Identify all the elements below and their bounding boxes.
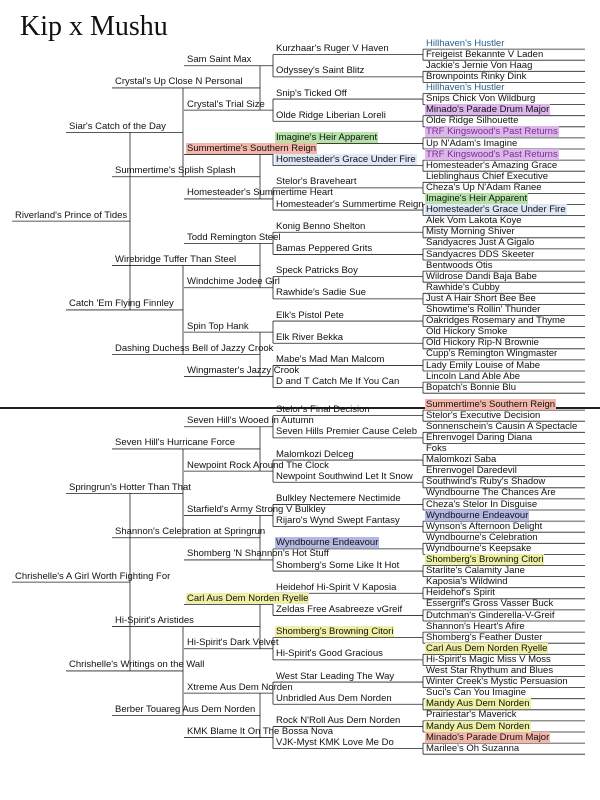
dam-side-g6-name: Starlite's Calamity Jane bbox=[426, 565, 525, 577]
sire-side-g4-name: Wingmaster's Jazzy Crook bbox=[187, 365, 300, 377]
sire-side-g6-name: Sandyacres DDS Skeeter bbox=[426, 248, 535, 260]
sire-side-g6-name: Homesteader's Grace Under Fire bbox=[426, 204, 566, 216]
dam-side-g5-name: Stelor's Final Decision bbox=[276, 404, 370, 416]
sire-side-g1-name: Riverland's Prince of Tides bbox=[15, 209, 128, 221]
sire-side-g6-name: Hillhaven's Hustler bbox=[426, 37, 505, 49]
pedigree-title: Kip x Mushu bbox=[20, 11, 168, 42]
sire-side-g5-name: Elk River Bekka bbox=[276, 331, 344, 343]
dam-side-g6-name: Winter Creek's Mystic Persuasion bbox=[426, 676, 568, 688]
dam-side-g5-name: Newpoint Southwind Let It Snow bbox=[276, 470, 413, 482]
dam-side-g6-name: Summertime's Southern Reign bbox=[426, 398, 556, 410]
sire-side-g5-name: Bamas Peppered Grits bbox=[276, 242, 373, 254]
sire-side-g6-name: Wildrose Dandi Baja Babe bbox=[426, 270, 537, 282]
sire-side-g6-name: Olde Ridge Silhouette bbox=[426, 115, 519, 127]
sire-side-g5-name: Imagine's Heir Apparent bbox=[276, 131, 378, 143]
dam-side-g6-name: Mandy Aus Dem Norden bbox=[426, 720, 530, 732]
dam-side-g6-name: Wynson's Afternoon Delight bbox=[426, 520, 543, 532]
dam-side-g5-name: Bulkley Nectemere Nectimide bbox=[276, 492, 401, 504]
sire-side-g5-name: Rawhide's Sadie Sue bbox=[276, 287, 367, 299]
sire-side-g2-name: Siar's Catch of the Day bbox=[69, 120, 166, 132]
sire-side-g6-name: Oakridges Rosemary and Thyme bbox=[426, 315, 566, 327]
dam-side-g5-name: Unbridled Aus Dem Norden bbox=[276, 692, 392, 704]
sire-side-g6-name: Old Hickory Smoke bbox=[426, 326, 508, 338]
sire-side-g4-name: Summertime's Southern Reign bbox=[187, 143, 317, 155]
dam-side-g4-name: KMK Blame It On The Bossa Nova bbox=[187, 726, 334, 738]
dam-side-g3-name: Shannon's Celebration at Springrun bbox=[115, 526, 266, 538]
dam-side-g6-name: Southwind's Ruby's Shadow bbox=[426, 476, 546, 488]
sire-side-g4-name: Todd Remington Steel bbox=[187, 231, 281, 243]
dam-side-g6-name: Ehrenvogel Daring Diana bbox=[426, 431, 533, 443]
sire-side-g6-name: Just A Hair Short Bee Bee bbox=[426, 292, 536, 304]
sire-side-g3-name: Wirebridge Tuffer Than Steel bbox=[115, 254, 237, 266]
dam-side-g5-name: Seven Hills Premier Cause Celeb bbox=[276, 426, 417, 438]
sire-side-g6-name: Bopatch's Bonnie Blu bbox=[426, 381, 517, 393]
dam-side-g4-name: Shomberg 'N Shannon's Hot Stuff bbox=[187, 548, 329, 560]
sire-side-g6-name: Old Hickory Rip-N Brownie bbox=[426, 337, 539, 349]
dam-side-g5-name: Malomkozi Delceg bbox=[276, 448, 354, 460]
dam-side-g6-name: Kaposia's Wildwind bbox=[426, 576, 508, 588]
dam-side-g4-name: Carl Aus Dem Norden Ryelle bbox=[187, 592, 309, 604]
dam-side-g5-name: Hi-Spirit's Good Gracious bbox=[276, 648, 383, 660]
dam-side-g6-name: Hi-Spirit's Magic Miss V Moss bbox=[426, 653, 551, 665]
sire-side-g5-name: Konig Benno Shelton bbox=[276, 220, 366, 232]
dam-side-g6-name: Wyndbourne The Chances Are bbox=[426, 487, 556, 499]
sire-side-g4-name: Crystal's Trial Size bbox=[187, 98, 265, 110]
dam-side-g2-name: Springrun's Hotter Than That bbox=[69, 481, 191, 493]
dam-side-g5-name: Heidehof Hi-Spirit V Kaposia bbox=[276, 581, 397, 593]
dam-side-g3-name: Seven Hill's Hurricane Force bbox=[115, 437, 236, 449]
sire-side-g6-name: Lieblinghaus Chief Executive bbox=[426, 170, 548, 182]
dam-side-g6-name: Essergrif's Gross Vasser Buck bbox=[426, 598, 554, 610]
sire-side-g4-name: Sam Saint Max bbox=[187, 54, 252, 66]
dam-side-g6-name: Wyndbourne Endeavour bbox=[426, 509, 529, 521]
sire-side-g6-name: TRF Kingswood's Past Returns bbox=[426, 148, 558, 160]
dam-side-g6-name: Shomberg's Browning Citori bbox=[426, 554, 544, 565]
sire-side-g6-name: Freigeist Bekannte V Laden bbox=[426, 48, 544, 60]
dam-side-g6-name: Malomkozi Saba bbox=[426, 454, 497, 466]
dam-side-g5-name: Shomberg's Some Like It Hot bbox=[276, 559, 400, 571]
sire-side-g6-name: Jackie's Jernie Von Haag bbox=[426, 59, 533, 71]
dam-side-g6-name: West Star Rhythum and Blues bbox=[426, 665, 554, 676]
dam-side-g6-name: Suci's Can You Imagine bbox=[426, 687, 527, 699]
sire-side-g6-name: Cupp's Remington Wingmaster bbox=[426, 348, 558, 360]
sire-side-g2-name: Catch 'Em Flying Finnley bbox=[69, 298, 174, 310]
sire-side-g6-name: Alek Vom Lakota Koye bbox=[426, 215, 522, 227]
sire-side-g5-name: Olde Ridge Liberian Loreli bbox=[276, 109, 386, 121]
dam-side-g5-name: Wyndbourne Endeavour bbox=[276, 537, 379, 549]
sire-side-g6-name: Showtime's Rollin' Thunder bbox=[426, 304, 541, 315]
sire-side-g4-name: Windchime Jodee Girl bbox=[187, 276, 280, 288]
sire-side-g6-name: Lincoln Land Able Abe bbox=[426, 370, 521, 382]
sire-side-g6-name: Cheza's Up N'Adam Ranee bbox=[426, 181, 542, 193]
dam-side-g6-name: Stelor's Executive Decision bbox=[426, 409, 541, 421]
dam-side-g6-name: Foks bbox=[426, 443, 447, 454]
dam-side-g5-name: Rijaro's Wynd Swept Fantasy bbox=[276, 515, 400, 527]
sire-side-g6-name: Hillhaven's Hustler bbox=[426, 82, 505, 93]
sire-side-g5-name: D and T Catch Me If You Can bbox=[276, 376, 400, 388]
sire-side-g4-name: Homesteader's Summertime Heart bbox=[187, 187, 333, 199]
sire-side-g5-name: Stelor's Braveheart bbox=[276, 176, 357, 188]
sire-side-g3-name: Crystal's Up Close N Personal bbox=[115, 76, 243, 88]
dam-side-g3-name: Hi-Spirit's Aristides bbox=[115, 615, 194, 627]
dam-side-g5-name: VJK-Myst KMK Love Me Do bbox=[276, 737, 394, 749]
dam-side-g4-name: Seven Hill's Wooed in Autumn bbox=[187, 415, 314, 427]
sire-side-g3-name: Summertime's Splish Splash bbox=[115, 165, 236, 177]
sire-side-g6-name: Sandyacres Just A Gigalo bbox=[426, 237, 535, 249]
sire-side-g6-name: Up N'Adam's Imagine bbox=[426, 137, 518, 149]
dam-side-g6-name: Wyndbourne's Keepsake bbox=[426, 542, 532, 554]
sire-side-g6-name: Rawhide's Cubby bbox=[426, 281, 500, 293]
dam-side-g5-name: Rock N'Roll Aus Dem Norden bbox=[276, 714, 401, 726]
sire-side-g6-name: Misty Morning Shiver bbox=[426, 226, 515, 238]
dam-side-g6-name: Wyndbourne's Celebration bbox=[426, 531, 538, 543]
sire-side-g3-name: Dashing Duchess Bell of Jazzy Crook bbox=[115, 342, 274, 354]
sire-side-g6-name: Snips Chick Von Wildburg bbox=[426, 93, 536, 105]
dam-side-g6-name: Marilee's Oh Suzanna bbox=[426, 742, 520, 754]
dam-side-g4-name: Starfield's Army Strong V Bulkley bbox=[187, 504, 326, 516]
dam-side-g6-name: Sonnenschein's Causin A Spectacle bbox=[426, 420, 578, 432]
dam-side-g6-name: Prairiestar's Maverick bbox=[426, 709, 517, 721]
dam-side-g3-name: Berber Touareg Aus Dem Norden bbox=[115, 703, 256, 715]
sire-side-g5-name: Odyssey's Saint Blitz bbox=[276, 65, 365, 77]
dam-side-g6-name: Shomberg's Feather Duster bbox=[426, 631, 543, 643]
sire-side-g6-name: Bentwoods Otis bbox=[426, 259, 493, 271]
sire-side-g6-name: Minado's Parade Drum Major bbox=[426, 104, 550, 116]
sire-side-g4-name: Spin Top Hank bbox=[187, 320, 249, 332]
dam-side-g1-name: Chrishelle's A Girl Worth Fighting For bbox=[15, 570, 171, 582]
sire-side-g5-name: Kurzhaar's Ruger V Haven bbox=[276, 43, 389, 55]
dam-side-g6-name: Ehrenvogel Daredevil bbox=[426, 465, 517, 477]
dam-side-g6-name: Dutchman's Ginderella-V-Greif bbox=[426, 609, 555, 621]
dam-side-g4-name: Xtreme Aus Dem Norden bbox=[187, 681, 293, 693]
dam-side-g4-name: Newpoint Rock Around The Clock bbox=[187, 459, 329, 471]
sire-side-g5-name: Mabe's Mad Man Malcom bbox=[276, 353, 385, 365]
sire-side-g5-name: Speck Patricks Boy bbox=[276, 265, 358, 277]
dam-side-g6-name: Heidehof's Spirit bbox=[426, 587, 495, 599]
dam-side-g6-name: Cheza's Stelor In Disguise bbox=[426, 498, 538, 510]
sire-side-g6-name: Homesteader's Amazing Grace bbox=[426, 159, 558, 171]
dam-side-g2-name: Chrishelle's Writings on the Wall bbox=[69, 659, 205, 671]
dam-side-g4-name: Hi-Spirit's Dark Velvet bbox=[187, 637, 279, 649]
sire-side-g5-name: Snip's Ticked Off bbox=[276, 87, 347, 99]
sire-side-g5-name: Homesteader's Grace Under Fire bbox=[276, 154, 416, 166]
dam-side-g5-name: Shomberg's Browning Citori bbox=[276, 626, 394, 638]
dam-side-g5-name: West Star Leading The Way bbox=[276, 670, 395, 682]
sire-side-g6-name: Lady Emily Louise of Mabe bbox=[426, 359, 541, 371]
sire-side-g6-name: Brownpoints Rinky Dink bbox=[426, 70, 527, 82]
dam-side-g5-name: Zeldas Free Asabreeze vGreif bbox=[276, 603, 403, 615]
sire-side-g5-name: Homesteader's Summertime Reign bbox=[276, 198, 424, 210]
sire-side-g5-name: Elk's Pistol Pete bbox=[276, 309, 344, 321]
sire-side-g6-name: Imagine's Heir Apparent bbox=[426, 193, 528, 204]
dam-side-g6-name: Carl Aus Dem Norden Ryelle bbox=[426, 642, 548, 654]
dam-side-g6-name: Mandy Aus Dem Norden bbox=[426, 698, 530, 710]
dam-side-g6-name: Shannon's Heart's Afire bbox=[426, 620, 525, 632]
sire-side-g6-name: TRF Kingswood's Past Returns bbox=[426, 126, 558, 138]
dam-side-g6-name: Minado's Parade Drum Major bbox=[426, 731, 550, 743]
